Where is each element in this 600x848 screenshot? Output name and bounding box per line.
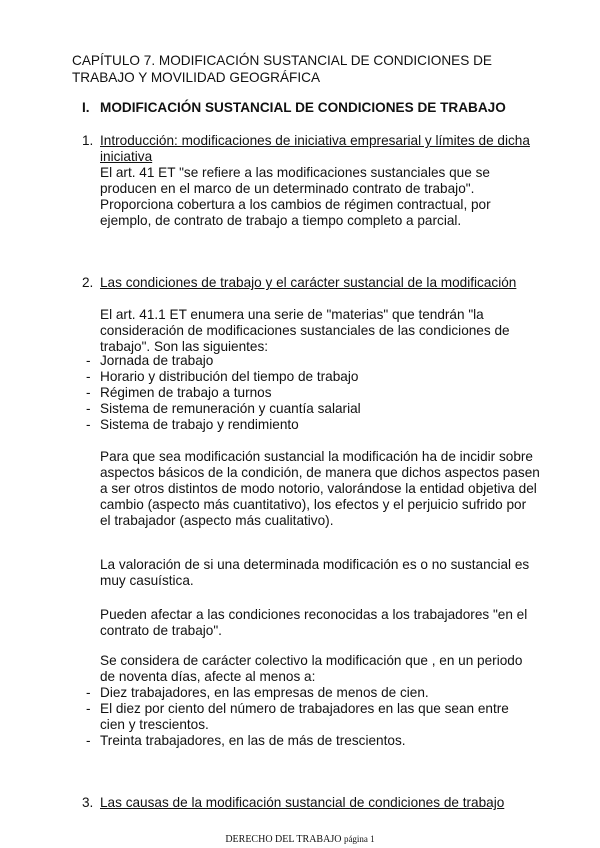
item-2-title: Las condiciones de trabajo y el carácter sustancial de la modificación [100, 275, 517, 290]
page-footer [0, 834, 600, 845]
section-number: I. [82, 100, 90, 115]
footer-title: DERECHO DEL TRABAJO [225, 834, 342, 845]
item-2-paragraph-3: Pueden afectar a las condiciones reconocidas a los trabajadores "en el contrato de trabajo". [100, 607, 528, 638]
materias-list [86, 353, 536, 433]
item-1 [82, 133, 532, 165]
item-2-paragraph-2: La valoración de si una determinada modificación es o no sustancial es muy casuística. [100, 557, 530, 588]
chapter-title: CAPÍTULO 7. MODIFICACIÓN SUSTANCIAL DE CONDICIONES DE TRABAJO Y MOVILIDAD GEOGRÁFICA [72, 53, 492, 85]
item-2-number: 2. [82, 275, 94, 290]
section-title: MODIFICACIÓN SUSTANCIAL DE CONDICIONES DE TRABAJO [100, 100, 506, 115]
list-item: - Régimen de trabajo a turnos [86, 385, 536, 401]
item-2-paragraph-4: Se considera de carácter colectivo la modificación que , en un periodo de noventa días, afecte al menos a: [100, 653, 523, 684]
list-item: - Sistema de trabajo y rendimiento [86, 417, 536, 433]
item-2-text: El art. 41.1 ET enumera una serie de "materias" que tendrán "la consideración de modificaciones sustanciales de las condiciones de trabajo". Son las siguientes: [100, 307, 510, 354]
section-heading [82, 99, 562, 116]
item-1-title: Introducción: modificaciones de iniciativa empresarial y límites de dicha iniciativa [100, 133, 530, 164]
list-item: - Treinta trabajadores, en las de más de trescientos. [86, 733, 536, 749]
item-1-text: El art. 41 ET "se refiere a las modificaciones sustanciales que se producen en el marco de un determinado contrato de trabajo". Proporciona cobertura a los cambios de régimen contractual, por ejemplo, de contrato de trabajo a tiempo completo a parcial. [100, 165, 491, 228]
item-1-number: 1. [82, 133, 94, 148]
list-item: - Diez trabajadores, en las empresas de menos de cien. [86, 685, 536, 701]
list-item: - El diez por ciento del número de trabajadores en las que sean entre cien y trescientos. [86, 701, 536, 733]
item-2-paragraph-1: Para que sea modificación sustancial la modificación ha de incidir sobre aspectos básicos de la condición, de manera que dichos aspectos pasen a ser otros distintos de modo notorio, valorándose la entidad objetiva del cambio (aspecto más cuantitativo), los efectos y el perjuicio sufrido por el trabajador (aspecto más cualitativo). [100, 449, 540, 528]
item-3-number: 3. [82, 795, 94, 810]
list-item: - Horario y distribución del tiempo de trabajo [86, 369, 536, 385]
item-2 [82, 275, 532, 291]
list-item: - Sistema de remuneración y cuantía salarial [86, 401, 536, 417]
footer-page-number: página 1 [343, 834, 375, 844]
colectivo-list [86, 685, 536, 749]
list-item: - Jornada de trabajo [86, 353, 536, 369]
item-3 [82, 795, 542, 811]
item-3-title: Las causas de la modificación sustancial de condiciones de trabajo [100, 795, 505, 810]
